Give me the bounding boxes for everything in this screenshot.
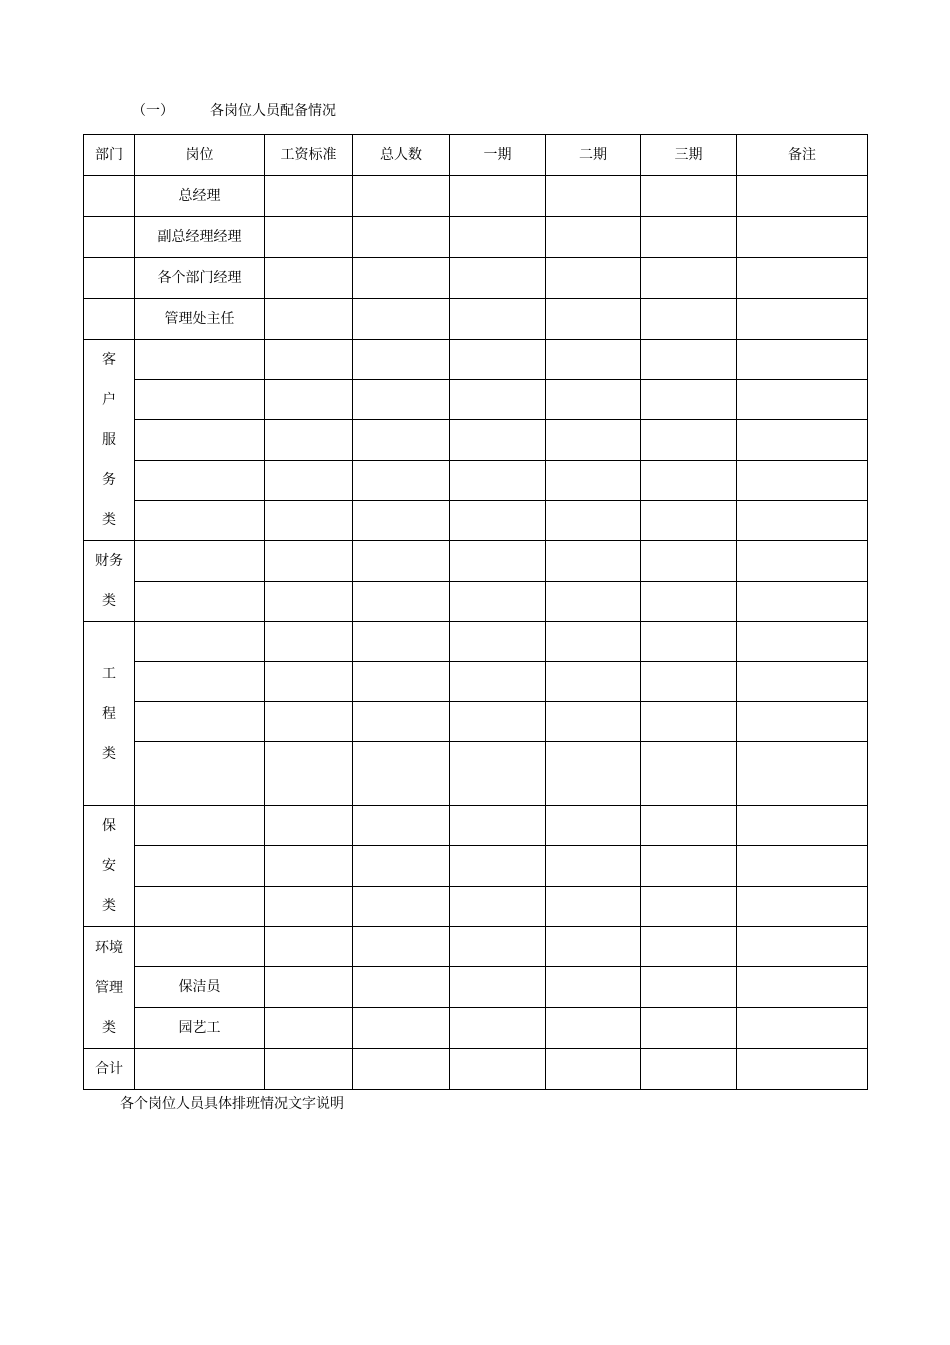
table-row <box>84 967 868 1008</box>
dept-line: 财务 <box>95 553 123 569</box>
cell[interactable] <box>450 1049 546 1090</box>
cell[interactable] <box>641 806 737 846</box>
cell[interactable] <box>353 541 450 582</box>
cell[interactable] <box>546 340 641 380</box>
cell[interactable] <box>353 702 450 742</box>
cell[interactable] <box>450 380 546 420</box>
cell[interactable] <box>546 581 641 622</box>
cell[interactable] <box>265 380 353 420</box>
cell[interactable] <box>737 702 868 742</box>
cell[interactable] <box>641 846 737 886</box>
cell[interactable] <box>265 662 353 702</box>
dept-char: 程 <box>102 705 116 722</box>
cell[interactable] <box>737 886 868 926</box>
table-row <box>84 702 868 742</box>
position-cell[interactable] <box>135 886 265 926</box>
cell[interactable] <box>265 340 353 380</box>
cell[interactable] <box>265 581 353 622</box>
position-cell[interactable] <box>135 622 265 662</box>
cell[interactable] <box>450 420 546 460</box>
cell[interactable] <box>546 622 641 662</box>
cell[interactable] <box>641 702 737 742</box>
cell[interactable] <box>546 1008 641 1049</box>
table-row <box>84 541 868 582</box>
table-row <box>84 258 868 299</box>
table-row <box>84 846 868 886</box>
table-header-row <box>84 135 868 176</box>
table-row <box>84 742 868 806</box>
cell[interactable] <box>450 460 546 500</box>
cell[interactable] <box>546 500 641 540</box>
cell[interactable] <box>737 460 868 500</box>
position-cell[interactable] <box>135 380 265 420</box>
cell[interactable] <box>737 420 868 460</box>
cell[interactable] <box>641 380 737 420</box>
cell[interactable] <box>450 217 546 258</box>
header-cell: 备注 <box>737 135 868 176</box>
cell[interactable] <box>737 967 868 1008</box>
cell[interactable] <box>265 541 353 582</box>
footer-note: 各个岗位人员具体排班情况文字说明 <box>120 1096 344 1112</box>
cell[interactable] <box>265 420 353 460</box>
cell[interactable] <box>353 662 450 702</box>
cell[interactable] <box>265 886 353 926</box>
cell[interactable] <box>353 258 450 299</box>
table-row <box>84 299 868 340</box>
cell[interactable] <box>641 662 737 702</box>
cell[interactable] <box>737 1008 868 1049</box>
cell[interactable] <box>353 886 450 926</box>
cell[interactable] <box>641 742 737 806</box>
cell[interactable] <box>450 806 546 846</box>
dept-char: 户 <box>102 392 116 408</box>
header-cell: 部门 <box>84 135 135 176</box>
cell[interactable] <box>265 217 353 258</box>
dept-char: 务 <box>102 472 116 488</box>
cell[interactable] <box>546 380 641 420</box>
cell[interactable] <box>641 1008 737 1049</box>
cell[interactable] <box>641 217 737 258</box>
dept-line: 类 <box>102 593 116 609</box>
cell[interactable] <box>450 176 546 217</box>
cell[interactable] <box>737 622 868 662</box>
cell[interactable] <box>450 581 546 622</box>
cell[interactable] <box>546 846 641 886</box>
cell[interactable] <box>641 622 737 662</box>
cell[interactable] <box>546 258 641 299</box>
table-row <box>84 380 868 420</box>
header-cell: 岗位 <box>135 135 265 176</box>
cell[interactable] <box>265 846 353 886</box>
cell[interactable] <box>265 460 353 500</box>
table-row <box>84 927 868 967</box>
position-cell[interactable]: 总经理 <box>135 176 265 217</box>
cell[interactable] <box>546 967 641 1008</box>
dept-security <box>84 806 135 927</box>
cell[interactable] <box>265 258 353 299</box>
cell[interactable] <box>737 1049 868 1090</box>
cell[interactable] <box>450 702 546 742</box>
cell[interactable] <box>546 176 641 217</box>
cell[interactable] <box>737 340 868 380</box>
cell[interactable] <box>265 299 353 340</box>
staffing-table <box>83 134 868 1090</box>
cell[interactable] <box>641 299 737 340</box>
position-cell[interactable] <box>135 420 265 460</box>
cell[interactable] <box>641 967 737 1008</box>
header-cell: 工资标准 <box>265 135 353 176</box>
table-row <box>84 500 868 540</box>
cell[interactable] <box>450 927 546 967</box>
position-cell[interactable]: 园艺工 <box>135 1008 265 1049</box>
cell[interactable] <box>353 500 450 540</box>
dept-cell[interactable] <box>84 217 135 258</box>
position-cell[interactable] <box>135 340 265 380</box>
cell[interactable] <box>450 622 546 662</box>
cell[interactable] <box>265 806 353 846</box>
dept-finance <box>84 541 135 622</box>
position-cell[interactable]: 管理处主任 <box>135 299 265 340</box>
cell[interactable] <box>737 299 868 340</box>
cell[interactable] <box>546 217 641 258</box>
cell[interactable] <box>641 541 737 582</box>
cell[interactable] <box>737 806 868 846</box>
cell[interactable] <box>265 927 353 967</box>
cell[interactable] <box>737 581 868 622</box>
cell[interactable] <box>265 967 353 1008</box>
cell[interactable] <box>450 1008 546 1049</box>
cell[interactable] <box>546 806 641 846</box>
dept-char: 服 <box>102 432 116 448</box>
dept-char: 保 <box>102 818 116 834</box>
position-cell[interactable] <box>135 846 265 886</box>
position-cell[interactable] <box>135 541 265 582</box>
section-title: 各岗位人员配备情况 <box>210 103 336 119</box>
cell[interactable] <box>450 258 546 299</box>
cell[interactable] <box>737 846 868 886</box>
cell[interactable] <box>737 380 868 420</box>
cell[interactable] <box>353 217 450 258</box>
cell[interactable] <box>265 702 353 742</box>
cell[interactable] <box>546 460 641 500</box>
table-row <box>84 176 868 217</box>
position-cell[interactable] <box>135 662 265 702</box>
table-row <box>84 340 868 380</box>
cell[interactable] <box>450 742 546 806</box>
cell[interactable] <box>450 886 546 926</box>
dept-engineering <box>84 622 135 806</box>
table-row <box>84 1008 868 1049</box>
cell[interactable] <box>265 742 353 806</box>
cell[interactable] <box>450 340 546 380</box>
dept-char: 工 <box>102 665 116 682</box>
cell[interactable] <box>641 581 737 622</box>
cell[interactable] <box>353 846 450 886</box>
dept-cell[interactable] <box>84 258 135 299</box>
table-row <box>84 622 868 662</box>
cell[interactable] <box>546 541 641 582</box>
cell[interactable] <box>641 886 737 926</box>
position-cell[interactable] <box>135 742 265 806</box>
total-row <box>84 1049 868 1090</box>
cell[interactable] <box>353 622 450 662</box>
table-row <box>84 662 868 702</box>
position-cell[interactable] <box>135 702 265 742</box>
cell[interactable] <box>641 176 737 217</box>
cell[interactable] <box>353 927 450 967</box>
total-label: 合计 <box>84 1049 135 1090</box>
cell[interactable] <box>737 541 868 582</box>
table-row <box>84 806 868 846</box>
cell[interactable] <box>353 967 450 1008</box>
position-cell[interactable] <box>135 927 265 967</box>
cell[interactable] <box>450 541 546 582</box>
cell[interactable] <box>265 176 353 217</box>
cell[interactable] <box>737 217 868 258</box>
cell[interactable] <box>353 380 450 420</box>
cell[interactable] <box>353 581 450 622</box>
position-cell[interactable]: 副总经理经理 <box>135 217 265 258</box>
cell[interactable] <box>353 742 450 806</box>
table-row <box>84 420 868 460</box>
cell[interactable] <box>737 176 868 217</box>
dept-char: 安 <box>102 858 116 874</box>
cell[interactable] <box>450 846 546 886</box>
table-row <box>84 460 868 500</box>
cell[interactable] <box>641 1049 737 1090</box>
cell[interactable] <box>265 500 353 540</box>
dept-customer-service <box>84 340 135 541</box>
cell[interactable] <box>737 500 868 540</box>
cell[interactable] <box>641 258 737 299</box>
dept-cell[interactable] <box>84 176 135 217</box>
cell[interactable] <box>450 967 546 1008</box>
cell[interactable] <box>353 806 450 846</box>
dept-char: 类 <box>102 745 116 762</box>
cell[interactable] <box>641 927 737 967</box>
cell[interactable] <box>353 299 450 340</box>
position-cell[interactable] <box>135 500 265 540</box>
table-row <box>84 581 868 622</box>
cell[interactable] <box>546 702 641 742</box>
header-cell: 总人数 <box>353 135 450 176</box>
cell[interactable] <box>546 742 641 806</box>
cell[interactable] <box>353 460 450 500</box>
position-cell[interactable] <box>135 806 265 846</box>
cell[interactable] <box>737 927 868 967</box>
cell[interactable] <box>353 420 450 460</box>
cell[interactable] <box>353 340 450 380</box>
position-cell[interactable]: 保洁员 <box>135 967 265 1008</box>
dept-cell[interactable] <box>84 299 135 340</box>
cell[interactable] <box>546 886 641 926</box>
cell[interactable] <box>265 622 353 662</box>
cell[interactable] <box>546 662 641 702</box>
cell[interactable] <box>265 1049 353 1090</box>
cell[interactable] <box>546 420 641 460</box>
position-cell[interactable] <box>135 581 265 622</box>
cell[interactable] <box>737 742 868 806</box>
table-row <box>84 886 868 926</box>
header-cell: 一期 <box>450 135 546 176</box>
dept-char: 类 <box>102 898 116 914</box>
position-cell[interactable] <box>135 460 265 500</box>
dept-char: 客 <box>102 352 116 368</box>
cell[interactable] <box>641 420 737 460</box>
position-cell[interactable] <box>135 1049 265 1090</box>
cell[interactable] <box>450 662 546 702</box>
dept-line: 环境 <box>95 939 123 956</box>
cell[interactable] <box>450 299 546 340</box>
cell[interactable] <box>641 460 737 500</box>
cell[interactable] <box>546 1049 641 1090</box>
cell[interactable] <box>641 340 737 380</box>
header-cell: 二期 <box>546 135 641 176</box>
dept-char: 类 <box>102 512 116 528</box>
cell[interactable] <box>546 927 641 967</box>
dept-line: 管理 <box>95 979 123 996</box>
header-cell: 三期 <box>641 135 737 176</box>
cell[interactable] <box>353 1008 450 1049</box>
cell[interactable] <box>353 176 450 217</box>
cell[interactable] <box>737 258 868 299</box>
cell[interactable] <box>450 500 546 540</box>
position-cell[interactable]: 各个部门经理 <box>135 258 265 299</box>
cell[interactable] <box>737 662 868 702</box>
cell[interactable] <box>265 1008 353 1049</box>
cell[interactable] <box>546 299 641 340</box>
dept-line: 类 <box>102 1019 116 1036</box>
dept-environment <box>84 927 135 1049</box>
cell[interactable] <box>641 500 737 540</box>
table-row <box>84 217 868 258</box>
cell[interactable] <box>353 1049 450 1090</box>
section-number: （一） <box>132 103 174 119</box>
